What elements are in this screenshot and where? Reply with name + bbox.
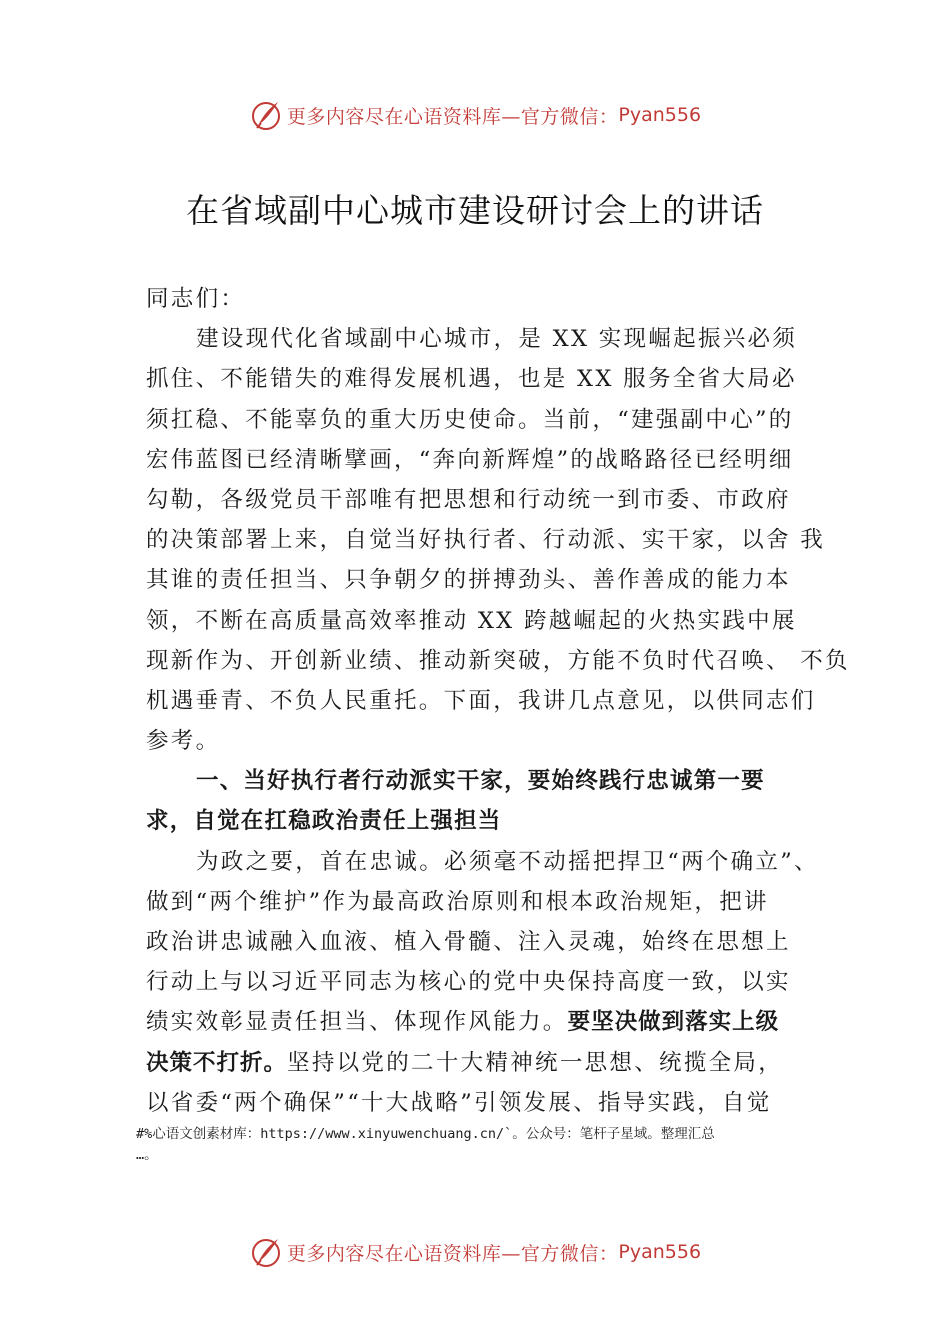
- paragraph-line: 为政之要，首在忠诚。必须毫不动摇把捍卫“两个确立”、: [196, 848, 819, 875]
- document-body: [146, 279, 850, 1123]
- footer-banner: [0, 1232, 950, 1272]
- banner-text: 更多内容尽在心语资料库—官方微信：: [286, 105, 619, 128]
- paragraph-line: 建设现代化省域副中心城市，是 XX 实现崛起振兴必须: [196, 326, 798, 353]
- paragraph-line: 勾勒，各级党员干部唯有把思想和行动统一到市委、市政府: [146, 486, 791, 513]
- header-banner: [0, 95, 950, 135]
- wechat-id: Pyan556: [618, 104, 702, 126]
- paragraph-line: [146, 1043, 806, 1083]
- paragraph-line: 须扛稳、不能辜负的重大历史使命。当前，“建强副中心”的: [146, 406, 794, 433]
- paragraph-line: [146, 1002, 806, 1042]
- paragraph-line: 的决策部署上来，自觉当好执行者、行动派、实干家，以舍 我: [146, 527, 826, 554]
- paragraph-line: 现新作为、开创新业绩、推动新突破，方能不负时代召唤、 不负: [146, 647, 850, 674]
- quill-logo-icon: [249, 1235, 283, 1269]
- document-title: 在省域副中心城市建设研讨会上的讲话: [186, 191, 764, 230]
- paragraph-text: 绩实效彰显责任担当、体现作风能力。: [146, 1009, 568, 1036]
- emphasis-text: 决策不打折。: [146, 1049, 288, 1076]
- emphasis-text: 要坚决做到落实上级: [567, 1009, 780, 1036]
- wechat-id: Pyan556: [618, 1241, 702, 1263]
- footnote-line: #%心语文创素材库：https://www.xinyuwenchuang.cn/`。公众号：笔杆子星域。整理汇总: [136, 1126, 715, 1142]
- paragraph-line: 宏伟蓝图已经清晰擘画，“奔向新辉煌”的战略路径已经明细: [146, 446, 794, 473]
- section-heading: 求，自觉在扛稳政治责任上强担当: [146, 808, 502, 835]
- paragraph-line: 以省委“两个确保”“十大战略”引领发展、指导实践，自觉: [146, 1089, 772, 1116]
- paragraph-line: 参考。: [146, 728, 221, 755]
- paragraph-line: 抓住、不能错失的难得发展机遇，也是 XX 服务全省大局必: [146, 366, 797, 393]
- greeting: 同志们：: [146, 286, 246, 312]
- quill-logo-icon: [249, 98, 283, 132]
- paragraph-line: 行动上与以习近平同志为核心的党中央保持高度一致，以实: [146, 969, 791, 996]
- banner-text: 更多内容尽在心语资料库—官方微信：: [286, 1242, 619, 1265]
- paragraph-line: 其谁的责任担当、只争朝夕的拼搏劲头、善作善成的能力本: [146, 567, 791, 594]
- section-heading: 一、当好执行者行动派实干家，要始终践行忠诚第一要: [196, 768, 765, 795]
- paragraph-text: 坚持以党的二十大精神统一思想、统揽全局，: [287, 1049, 784, 1076]
- paragraph-line: 领，不断在高质量高效率推动 XX 跨越崛起的火热实践中展: [146, 607, 797, 634]
- paragraph-line: 机遇垂青、不负人民重托。下面，我讲几点意见，以供同志们: [146, 687, 816, 714]
- footnote: [136, 1124, 836, 1166]
- paragraph-line: 政治讲忠诚融入血液、植入骨髓、注入灵魂，始终在思想上: [146, 929, 791, 955]
- paragraph-line: 做到“两个维护”作为最高政治原则和根本政治规矩，把讲: [146, 888, 769, 915]
- footnote-line: …。: [136, 1147, 158, 1163]
